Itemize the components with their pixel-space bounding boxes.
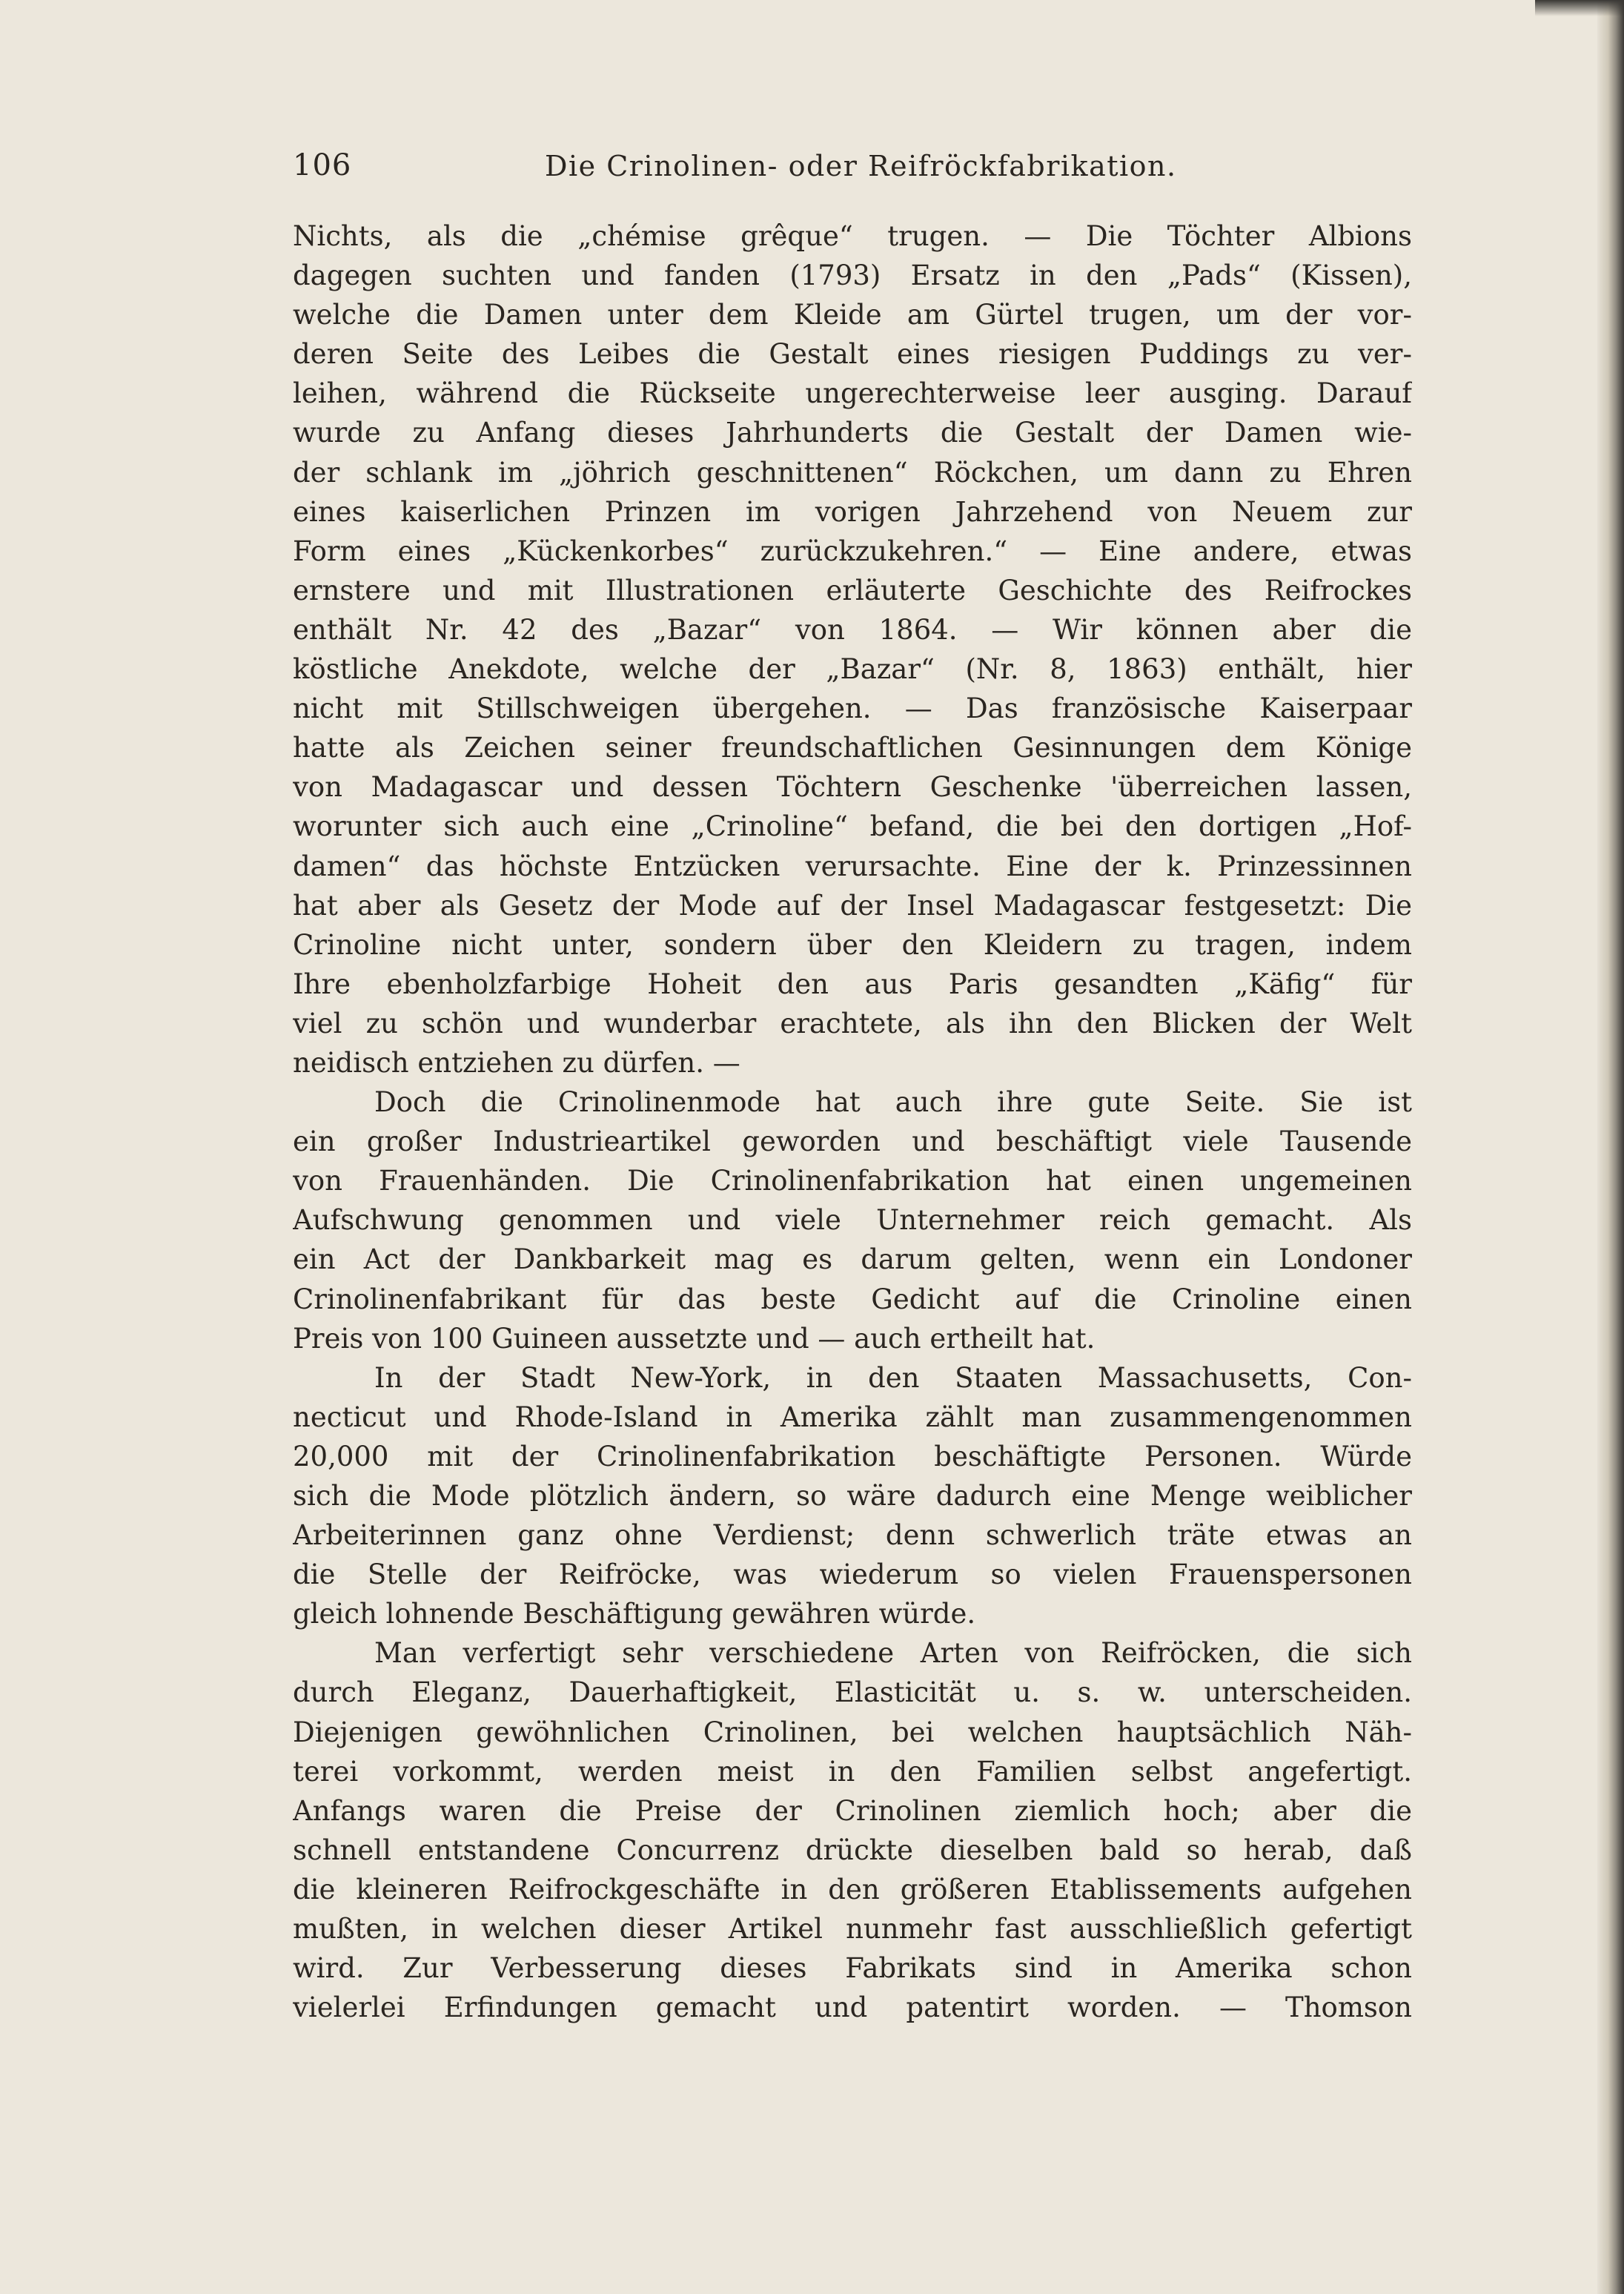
text-line: Form eines „Kückenkorbes“ zurückzukehren.“ — Eine andere, etwas (293, 535, 1412, 567)
text-line: durch Eleganz, Dauerhaftigkeit, Elasticität u. s. w. unterscheiden. (293, 1676, 1412, 1709)
text-line: viel zu schön und wunderbar erachtete, als ihn den Blicken der Welt (293, 1007, 1412, 1039)
text-line: wurde zu Anfang dieses Jahrhunderts die Gestalt der Damen wie- (293, 417, 1412, 449)
text-line: 20,000 mit der Crinolinenfabrikation beschäftigte Personen. Würde (293, 1440, 1412, 1472)
text-line: Arbeiterinnen ganz ohne Verdienst; denn schwerlich träte etwas an (293, 1519, 1412, 1552)
text-line: der schlank im „jöhrich geschnittenen“ Röckchen, um dann zu Ehren (293, 456, 1412, 489)
text-line: sich die Mode plötzlich ändern, so wäre dadurch eine Menge weiblicher (293, 1480, 1412, 1512)
text-line: Nichts, als die „chémise grêque“ trugen. — Die Töchter Albions (293, 220, 1412, 252)
text-line: worunter sich auch eine „Crinoline“ befand, die bei den dortigen „Hof- (293, 810, 1412, 843)
text-line: schnell entstandene Concurrenz drückte dieselben bald so herab, daß (293, 1834, 1412, 1866)
page-number: 106 (293, 148, 352, 182)
page-header (293, 148, 1412, 193)
text-line: Diejenigen gewöhnlichen Crinolinen, bei welchen hauptsächlich Näh- (293, 1716, 1412, 1748)
text-line: ein großer Industrieartikel geworden und beschäftigt viele Tausende (293, 1125, 1412, 1158)
text-line: ernstere und mit Illustrationen erläuterte Geschichte des Reifrockes (293, 574, 1412, 606)
text-line: mußten, in welchen dieser Artikel nunmehr fast ausschließlich gefertigt (293, 1913, 1412, 1946)
text-line: Doch die Crinolinenmode hat auch ihre gute Seite. Sie ist (374, 1086, 1412, 1119)
text-line: köstliche Anekdote, welche der „Bazar“ (Nr. 8, 1863) enthält, hier (293, 653, 1412, 686)
text-line: hat aber als Gesetz der Mode auf der Insel Madagascar festgesetzt: Die (293, 889, 1412, 922)
text-line: Crinoline nicht unter, sondern über den Kleidern zu tragen, indem (293, 928, 1412, 961)
text-line: Preis von 100 Guineen aussetzte und — auch ertheilt hat. (293, 1322, 1096, 1355)
text-line: vielerlei Erfindungen gemacht und patentirt worden. — Thomson (293, 1991, 1412, 2024)
text-line: leihen, während die Rückseite ungerechterweise leer ausging. Darauf (293, 377, 1412, 410)
text-line: wird. Zur Verbesserung dieses Fabrikats sind in Amerika schon (293, 1952, 1412, 1985)
text-line: enthält Nr. 42 des „Bazar“ von 1864. — Wir können aber die (293, 613, 1412, 646)
text-line: Anfangs waren die Preise der Crinolinen ziemlich hoch; aber die (293, 1794, 1412, 1827)
text-line: terei vorkommt, werden meist in den Familien selbst angefertigt. (293, 1755, 1412, 1788)
text-line: Ihre ebenholzfarbige Hoheit den aus Paris gesandten „Käfig“ für (293, 968, 1412, 1000)
text-line: necticut und Rhode-Island in Amerika zählt man zusammengenommen (293, 1401, 1412, 1433)
text-line: von Frauenhänden. Die Crinolinenfabrikation hat einen ungemeinen (293, 1165, 1412, 1197)
text-line: hatte als Zeichen seiner freundschaftlichen Gesinnungen dem Könige (293, 732, 1412, 764)
page-edge-shadow (1597, 0, 1624, 2294)
text-line: dagegen suchten und fanden (1793) Ersatz in den „Pads“ (Kissen), (293, 260, 1412, 292)
body-text (293, 216, 1412, 2027)
text-line: In der Stadt New-York, in den Staaten Massachusetts, Con- (374, 1361, 1412, 1394)
text-line: von Madagascar und dessen Töchtern Geschenke 'überreichen lassen, (293, 771, 1412, 804)
text-line: nicht mit Stillschweigen übergehen. — Das französische Kaiserpaar (293, 693, 1412, 725)
text-line: Man verfertigt sehr verschiedene Arten von Reifröcken, die sich (374, 1637, 1412, 1670)
text-line: Crinolinenfabrikant für das beste Gedicht auf die Crinoline einen (293, 1283, 1412, 1315)
text-line: gleich lohnende Beschäftigung gewähren würde. (293, 1598, 976, 1630)
text-line: die Stelle der Reifröcke, was wiederum so vielen Frauenspersonen (293, 1558, 1412, 1591)
text-line: eines kaiserlichen Prinzen im vorigen Jahrzehend von Neuem zur (293, 495, 1412, 528)
text-line: Aufschwung genommen und viele Unternehmer reich gemacht. Als (293, 1204, 1412, 1237)
text-line: die kleineren Reifrockgeschäfte in den größeren Etablissements aufgehen (293, 1873, 1412, 1905)
running-title: Die Crinolinen- oder Reifröckfabrikation. (545, 150, 1177, 182)
text-line: damen“ das höchste Entzücken verursachte. Eine der k. Prinzessinnen (293, 850, 1412, 882)
text-line: neidisch entziehen zu dürfen. — (293, 1046, 740, 1079)
text-line: deren Seite des Leibes die Gestalt eines riesigen Puddings zu ver- (293, 338, 1412, 371)
text-line: ein Act der Dankbarkeit mag es darum gelten, wenn ein Londoner (293, 1243, 1412, 1276)
page-corner-shadow (1535, 0, 1624, 16)
text-line: welche die Damen unter dem Kleide am Gürtel trugen, um der vor- (293, 299, 1412, 331)
